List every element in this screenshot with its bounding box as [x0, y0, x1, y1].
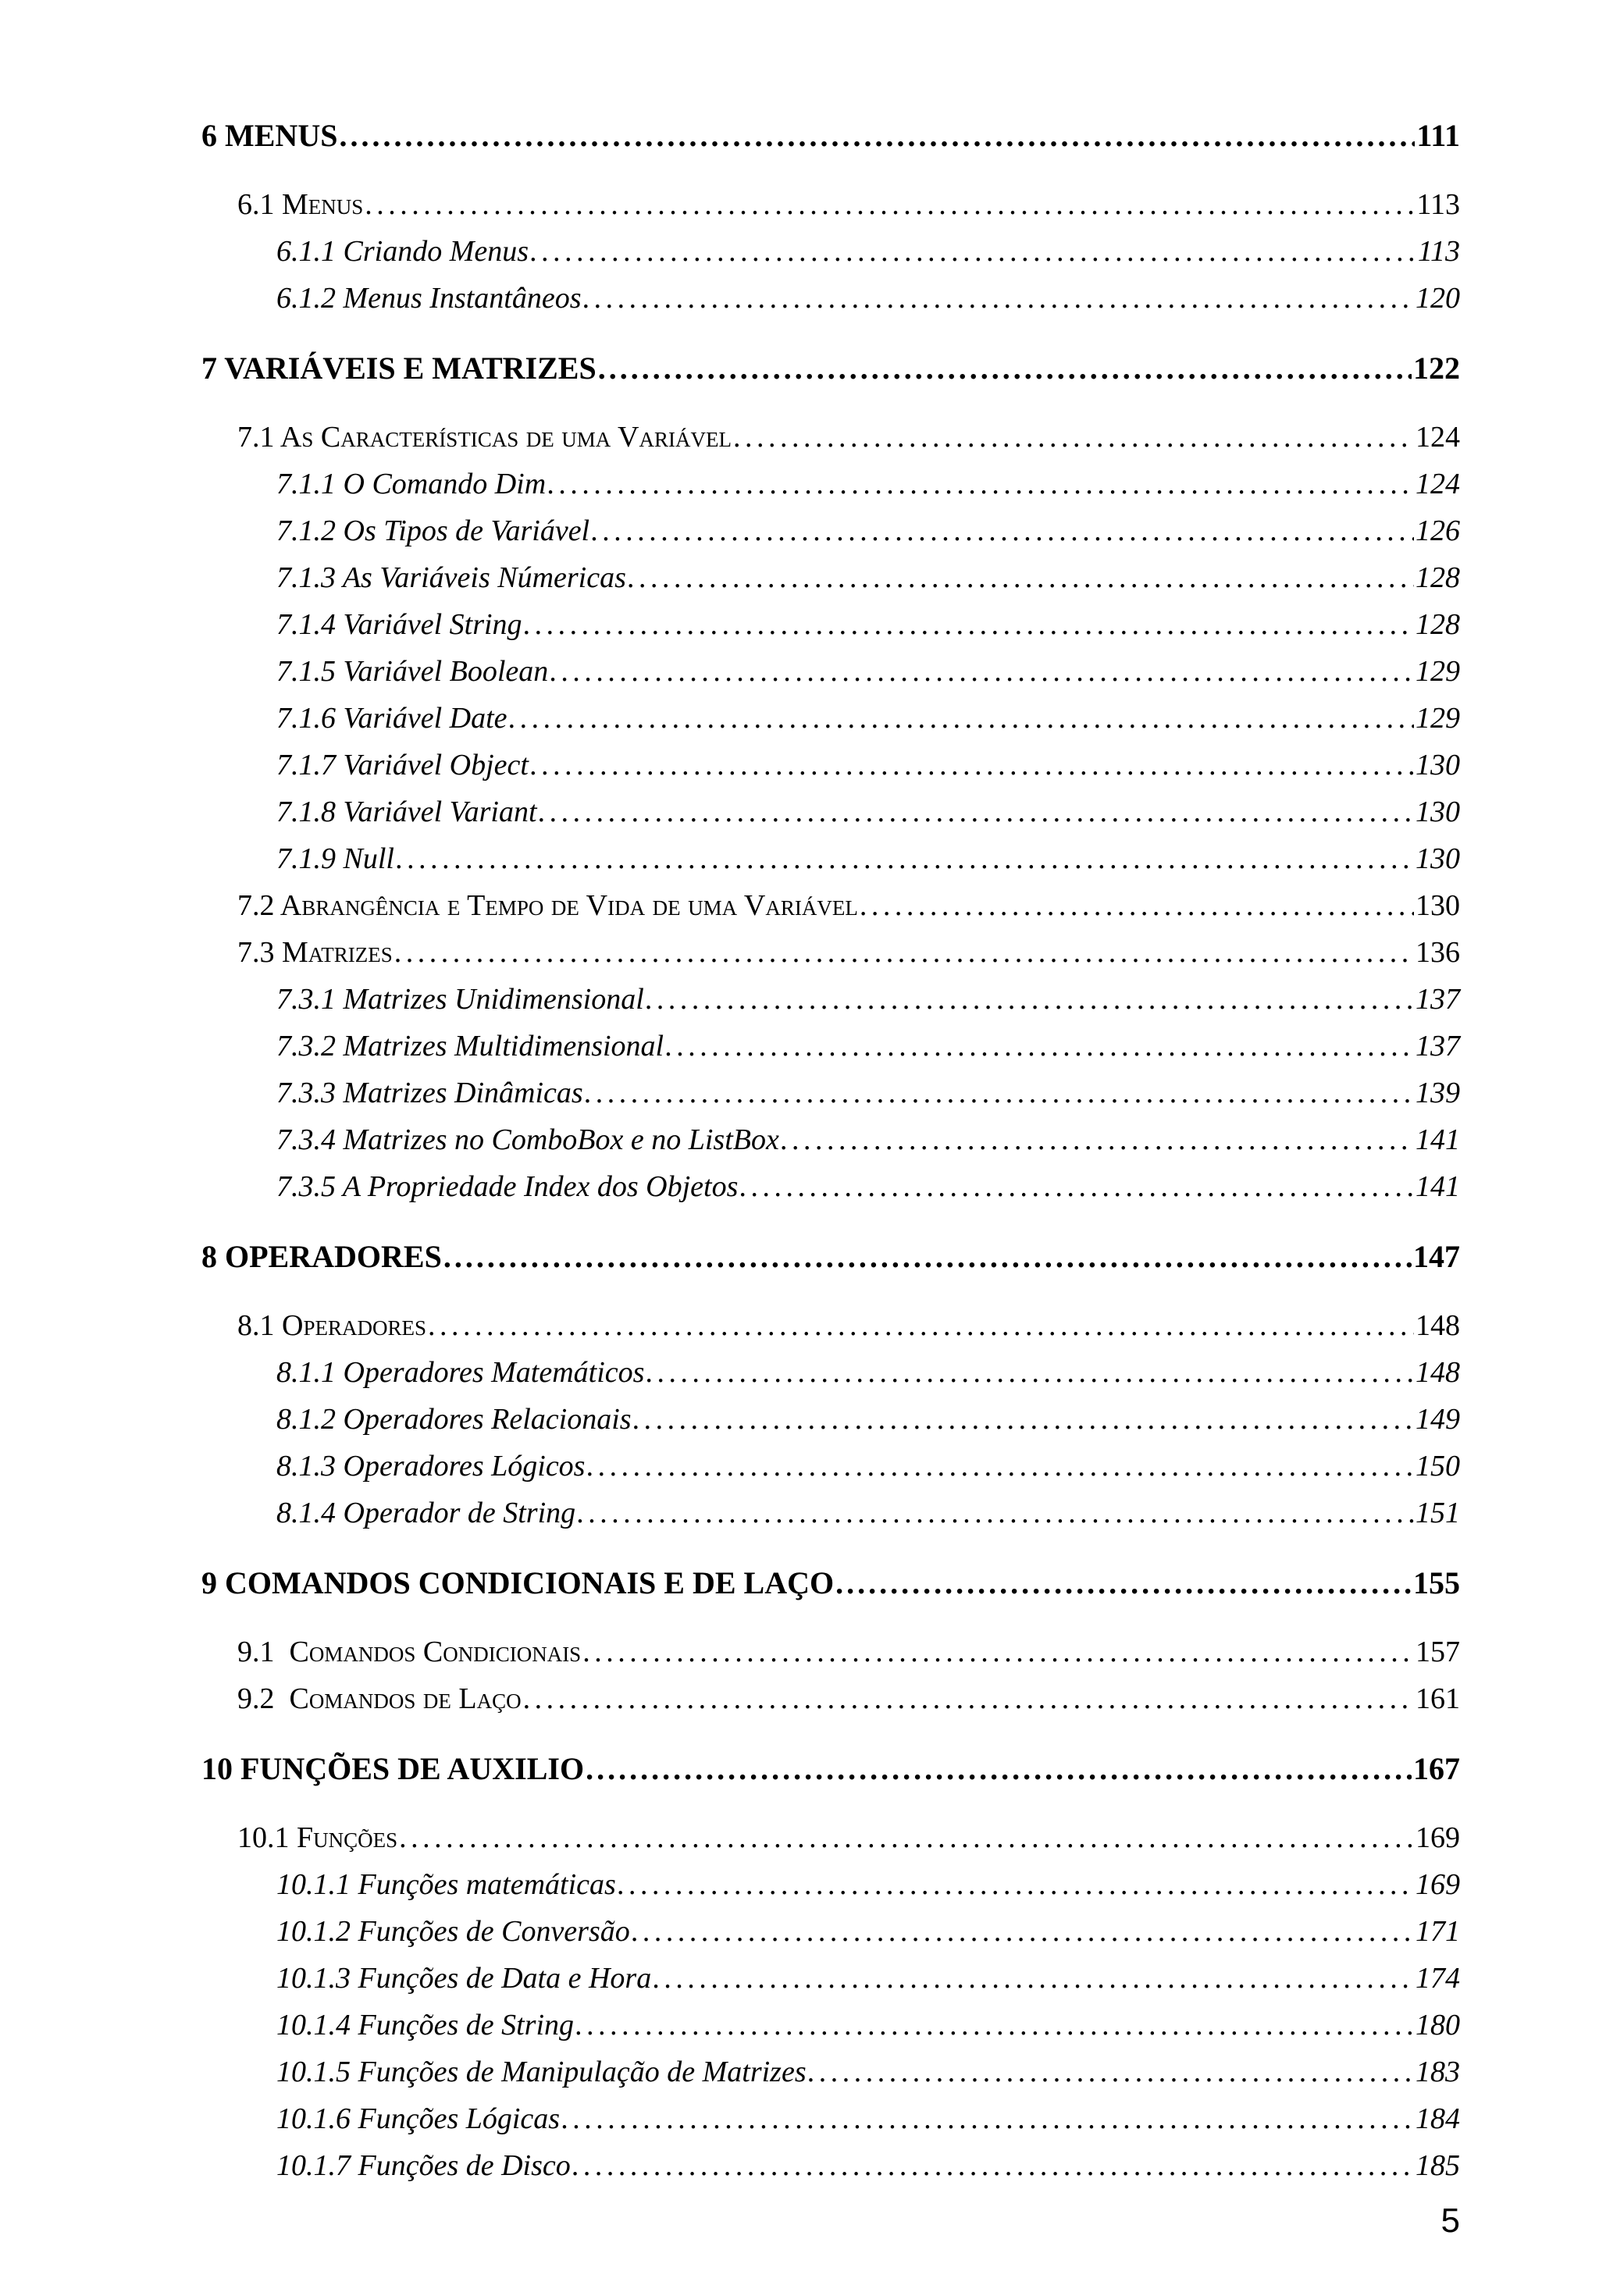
toc-entry-page: 113 — [1417, 235, 1460, 268]
toc-subsection-6-1-1[interactable] — [201, 234, 1460, 281]
toc-entry-title: 10.1.5 Funções de Manipulação de Matrizes — [276, 2056, 807, 2088]
toc-subsection-10-1-7[interactable] — [201, 2148, 1460, 2195]
toc-entry-page: 141 — [1416, 1123, 1460, 1156]
toc-entry-title: 10 FUNÇÕES DE AUXILIO — [201, 1751, 585, 1786]
toc-entry-page: 130 — [1416, 796, 1460, 828]
toc-entry-page: 185 — [1416, 2149, 1460, 2182]
toc-entry-title: 7.1.6 Variável Date — [276, 702, 507, 735]
dot-leader — [860, 891, 1414, 920]
toc-entry-page: 137 — [1416, 983, 1460, 1016]
dot-leader — [539, 797, 1414, 827]
toc-section-10-1[interactable] — [201, 1821, 1460, 1867]
dot-leader — [633, 1404, 1414, 1434]
dot-leader — [523, 1684, 1414, 1714]
toc-entry-title: 7.1.1 O Comando Dim — [276, 468, 547, 500]
toc-subsection-8-1-1[interactable] — [201, 1355, 1460, 1402]
toc-subsection-10-1-1[interactable] — [201, 1867, 1460, 1914]
toc-entry-title: 6 MENUS — [201, 118, 338, 153]
toc-entry-title: 7.1.8 Variável Variant — [276, 796, 537, 828]
toc-entry-title: 9 COMANDOS CONDICIONAIS E DE LAÇO — [201, 1565, 835, 1600]
toc-entry-title: 9.1 Comandos Condicionais — [237, 1636, 582, 1668]
toc-entry-title: 10.1.4 Funções de String — [276, 2009, 575, 2041]
toc-entry-title: 7.1.2 Os Tipos de Variável — [276, 514, 590, 547]
toc-subsection-7-1-8[interactable] — [201, 795, 1460, 842]
dot-leader — [781, 1125, 1414, 1155]
toc-entry-title: 10.1.7 Funções de Disco — [276, 2149, 571, 2182]
table-of-contents — [201, 117, 1460, 2195]
toc-entry-title: 8.1.4 Operador de String — [276, 1497, 576, 1529]
toc-entry-page: 128 — [1416, 608, 1460, 641]
toc-entry-page: 150 — [1416, 1450, 1460, 1483]
dot-leader — [577, 1498, 1414, 1528]
dot-leader — [399, 1823, 1414, 1853]
toc-entry-page: 137 — [1416, 1030, 1460, 1063]
toc-entry-page: 157 — [1416, 1636, 1460, 1668]
dot-leader — [586, 1753, 1412, 1785]
dot-leader — [665, 1031, 1414, 1061]
toc-entry-title: 6.1.2 Menus Instantâneos — [276, 282, 582, 315]
toc-entry-title: 7.3 Matrizes — [237, 936, 393, 969]
toc-entry-title: 10.1.1 Funções matemáticas — [276, 1868, 616, 1901]
toc-entry-title: 6.1.1 Criando Menus — [276, 235, 529, 268]
dot-leader — [530, 237, 1416, 266]
toc-entry-title: 8.1.3 Operadores Lógicos — [276, 1450, 586, 1483]
toc-subsection-7-1-3[interactable] — [201, 561, 1460, 607]
toc-entry-title: 7.1.7 Variável Object — [276, 749, 529, 781]
dot-leader — [547, 469, 1414, 499]
dot-leader — [582, 1637, 1414, 1667]
toc-subsection-8-1-3[interactable] — [201, 1449, 1460, 1496]
toc-entry-page: 136 — [1416, 936, 1460, 969]
toc-entry-page: 147 — [1413, 1239, 1460, 1274]
toc-chapter-9[interactable] — [201, 1564, 1460, 1611]
toc-entry-title: 7.2 Abrangência e Tempo de Vida de uma Variável — [237, 889, 858, 922]
dot-leader — [591, 516, 1414, 546]
dot-leader — [575, 2010, 1414, 2040]
toc-entry-page: 139 — [1416, 1077, 1460, 1109]
toc-entry-title: 7.1.3 As Variáveis Númericas — [276, 561, 626, 594]
toc-entry-title: 7.3.2 Matrizes Multidimensional — [276, 1030, 664, 1063]
toc-entry-page: 130 — [1416, 749, 1460, 781]
dot-leader — [550, 657, 1414, 686]
toc-entry-page: 169 — [1416, 1821, 1460, 1854]
toc-subsection-7-3-5[interactable] — [201, 1169, 1460, 1216]
toc-entry-title: 8.1.1 Operadores Matemáticos — [276, 1356, 645, 1389]
toc-entry-page: 161 — [1416, 1682, 1460, 1715]
toc-entry-page: 111 — [1416, 118, 1460, 153]
dot-leader — [632, 1917, 1414, 1946]
toc-entry-page: 113 — [1416, 188, 1460, 221]
toc-entry-title: 7.3.5 A Propriedade Index dos Objetos — [276, 1170, 739, 1203]
toc-entry-title: 7.3.1 Matrizes Unidimensional — [276, 983, 644, 1016]
toc-subsection-7-1-6[interactable] — [201, 701, 1460, 748]
toc-subsection-10-1-5[interactable] — [201, 2055, 1460, 2102]
toc-entry-title: 10.1.6 Funções Lógicas — [276, 2102, 561, 2135]
toc-entry-title: 10.1 Funções — [237, 1821, 398, 1854]
toc-subsection-8-1-4[interactable] — [201, 1496, 1460, 1543]
toc-entry-page: 124 — [1416, 421, 1460, 454]
toc-subsection-8-1-2[interactable] — [201, 1402, 1460, 1449]
toc-entry-title: 7 VARIÁVEIS E MATRIZES — [201, 351, 597, 386]
toc-subsection-6-1-2[interactable] — [201, 281, 1460, 328]
toc-section-8-1[interactable] — [201, 1308, 1460, 1355]
toc-section-9-2[interactable] — [201, 1682, 1460, 1728]
dot-leader — [646, 984, 1414, 1014]
dot-leader — [739, 1172, 1414, 1201]
dot-leader — [835, 1568, 1412, 1599]
toc-subsection-10-1-3[interactable] — [201, 1961, 1460, 2008]
toc-entry-title: 6.1 Menus — [237, 188, 364, 221]
toc-section-9-1[interactable] — [201, 1635, 1460, 1682]
toc-entry-page: 171 — [1416, 1915, 1460, 1948]
dot-leader — [561, 2104, 1414, 2134]
toc-subsection-7-1-7[interactable] — [201, 748, 1460, 795]
toc-chapter-10[interactable] — [201, 1750, 1460, 1797]
toc-entry-page: 151 — [1416, 1497, 1460, 1529]
toc-entry-page: 128 — [1416, 561, 1460, 594]
toc-entry-page: 169 — [1416, 1868, 1460, 1901]
toc-entry-title: 7.1.5 Variável Boolean — [276, 655, 549, 688]
toc-entry-title: 7.3.4 Matrizes no ComboBox e no ListBox — [276, 1123, 779, 1156]
toc-subsection-7-3-1[interactable] — [201, 982, 1460, 1029]
toc-subsection-10-1-4[interactable] — [201, 2008, 1460, 2055]
dot-leader — [365, 190, 1415, 219]
dot-leader — [396, 844, 1414, 874]
toc-entry-page: 180 — [1416, 2009, 1460, 2041]
toc-subsection-10-1-2[interactable] — [201, 1914, 1460, 1961]
dot-leader — [808, 2057, 1414, 2087]
dot-leader — [530, 750, 1414, 780]
toc-subsection-7-1-4[interactable] — [201, 607, 1460, 654]
dot-leader — [585, 1078, 1414, 1108]
toc-chapter-7[interactable] — [201, 350, 1460, 397]
toc-entry-page: 184 — [1416, 2102, 1460, 2135]
toc-entry-page: 155 — [1413, 1565, 1460, 1600]
toc-chapter-6[interactable] — [201, 117, 1460, 164]
toc-subsection-7-3-4[interactable] — [201, 1123, 1460, 1169]
toc-entry-title: 7.1.9 Null — [276, 842, 394, 875]
toc-entry-page: 126 — [1416, 514, 1460, 547]
dot-leader — [598, 353, 1412, 384]
toc-entry-title: 10.1.2 Funções de Conversão — [276, 1915, 630, 1948]
toc-section-7-1[interactable] — [201, 420, 1460, 467]
toc-entry-title: 7.1 As Características de uma Variável — [237, 421, 732, 454]
page-number: 5 — [1441, 2202, 1460, 2240]
toc-entry-title: 10.1.3 Funções de Data e Hora — [276, 1962, 652, 1995]
toc-entry-page: 167 — [1413, 1751, 1460, 1786]
toc-entry-page: 129 — [1416, 655, 1460, 688]
toc-subsection-7-3-2[interactable] — [201, 1029, 1460, 1076]
toc-entry-page: 124 — [1416, 468, 1460, 500]
dot-leader — [428, 1311, 1414, 1340]
toc-entry-title: 9.2 Comandos de Laço — [237, 1682, 522, 1715]
toc-entry-title: 8.1 Operadores — [237, 1309, 426, 1342]
toc-entry-page: 148 — [1416, 1309, 1460, 1342]
toc-entry-page: 129 — [1416, 702, 1460, 735]
toc-subsection-7-1-2[interactable] — [201, 514, 1460, 561]
toc-entry-page: 174 — [1416, 1962, 1460, 1995]
dot-leader — [443, 1241, 1412, 1273]
toc-entry-title: 8.1.2 Operadores Relacionais — [276, 1403, 632, 1436]
toc-entry-title: 8 OPERADORES — [201, 1239, 442, 1274]
toc-entry-page: 148 — [1416, 1356, 1460, 1389]
dot-leader — [339, 120, 1415, 151]
dot-leader — [583, 283, 1414, 313]
dot-leader — [572, 2151, 1414, 2180]
toc-entry-page: 130 — [1416, 889, 1460, 922]
dot-leader — [394, 938, 1414, 967]
dot-leader — [586, 1451, 1414, 1481]
dot-leader — [524, 610, 1414, 639]
toc-subsection-7-1-1[interactable] — [201, 467, 1460, 514]
toc-subsection-7-1-5[interactable] — [201, 654, 1460, 701]
dot-leader — [628, 563, 1414, 593]
dot-leader — [646, 1358, 1414, 1387]
toc-section-6-1[interactable] — [201, 187, 1460, 234]
toc-entry-page: 120 — [1416, 282, 1460, 315]
toc-entry-page: 122 — [1413, 351, 1460, 386]
toc-entry-page: 149 — [1416, 1403, 1460, 1436]
toc-subsection-7-3-3[interactable] — [201, 1076, 1460, 1123]
toc-subsection-7-1-9[interactable] — [201, 842, 1460, 888]
toc-entry-page: 183 — [1416, 2056, 1460, 2088]
toc-section-7-3[interactable] — [201, 935, 1460, 982]
dot-leader — [509, 703, 1414, 733]
toc-chapter-8[interactable] — [201, 1238, 1460, 1285]
toc-subsection-10-1-6[interactable] — [201, 2102, 1460, 2148]
dot-leader — [733, 422, 1414, 452]
dot-leader — [618, 1870, 1414, 1899]
toc-section-7-2[interactable] — [201, 888, 1460, 935]
toc-entry-page: 130 — [1416, 842, 1460, 875]
dot-leader — [653, 1963, 1414, 1993]
toc-entry-page: 141 — [1416, 1170, 1460, 1203]
toc-entry-title: 7.1.4 Variável String — [276, 608, 522, 641]
toc-entry-title: 7.3.3 Matrizes Dinâmicas — [276, 1077, 583, 1109]
